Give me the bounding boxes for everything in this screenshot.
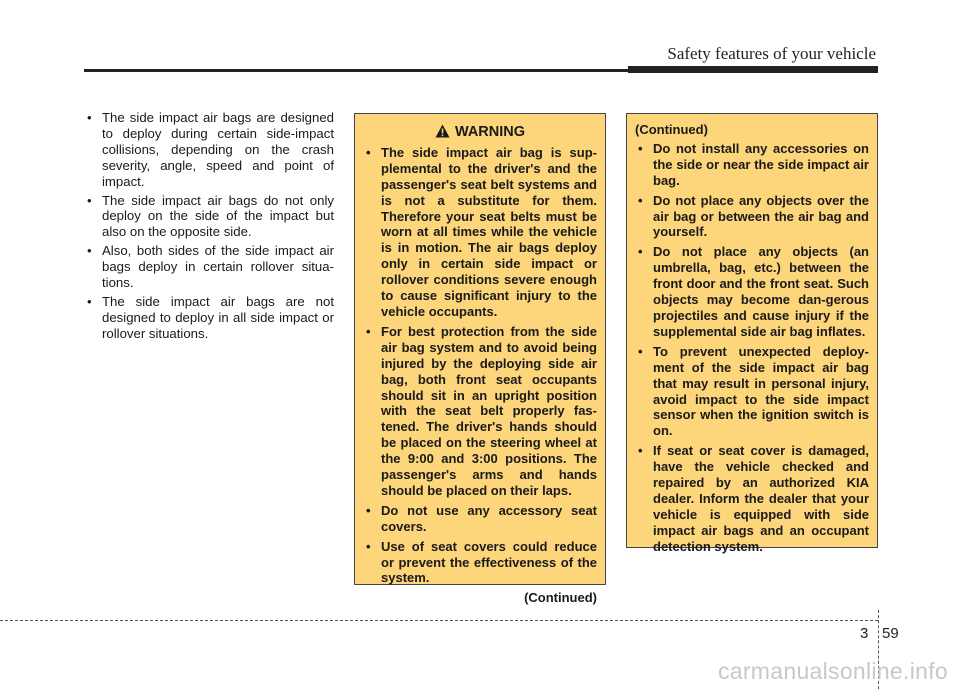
warning-triangle-icon [435,124,450,138]
left-list [84,110,334,342]
warning-title: WARNING [454,124,526,140]
continued-list [635,141,869,555]
warning-heading [363,124,597,141]
chapter-number: 3 [860,625,869,642]
list-item: • Use of seat covers could reduce or prevent the effectiveness of the system. [363,539,597,587]
watermark: carmanualsonline.info [717,658,948,684]
list-item: • Do not install any accessories on the side or near the side impact air bag. [635,141,869,189]
continued-box [626,113,878,554]
list-item: • The side impact air bag is sup-plemental to the driver's and the passenger's seat belt systems and is not a substitute for them. Therefore your seat belts must be worn at all times while the vehicle is in motion. The air bags deploy only in certain side impact or rollover conditions severe enough to cause significant injury to the vehicle occupants. [363,145,597,320]
footer-divider [0,620,878,621]
list-item: • The side impact air bags are designed to deploy during certain side-impact collisions, depending on the crash severity, angle, speed and point of impact. [84,110,334,190]
list-item: • Also, both sides of the side impact air bags deploy in certain rollover situa-tions. [84,243,334,291]
warning-list [363,145,597,586]
warning-box [354,113,606,606]
list-item: • Do not use any accessory seat covers. [363,503,597,535]
continued-heading: (Continued) [635,122,708,137]
list-item: • The side impact air bags are not designed to deploy in all side impact or rollover situations. [84,294,334,342]
continued-label: (Continued) [524,590,597,606]
list-item: • The side impact air bags do not only deploy on the side of the impact but also on the opposite side. [84,193,334,241]
list-item: • For best protection from the side air bag system and to avoid being injured by the deploying side air bag, both front seat occupants should sit in an upright position with the seat belt properly fas-tened. The driver's hands should be placed on the steering wheel at the 9:00 and 3:00 positions. The passenger's arms and hands should be placed on their laps. [363,324,597,499]
list-item: • If seat or seat cover is damaged, have the vehicle checked and repaired by an authorized KIA dealer. Inform the dealer that your vehicle is equipped with side impact air bags and an occupant detection system. [635,443,869,554]
header-rule-thick [628,66,878,73]
page-number: 59 [882,625,899,642]
section-title: Safety features of your vehicle [667,44,876,63]
list-item: • Do not place any objects (an umbrella, bag, etc.) between the front door and the front seat. Such objects may become dan-gerous projectiles and cause injury if the supplemental side air bag inflates. [635,244,869,339]
left-column [84,110,334,345]
list-item: • To prevent unexpected deploy-ment of the side impact air bag that may result in personal injury, avoid impact to the side impact sensor when the ignition switch is on. [635,344,869,439]
list-item: • Do not place any objects over the air bag or between the air bag and yourself. [635,193,869,241]
